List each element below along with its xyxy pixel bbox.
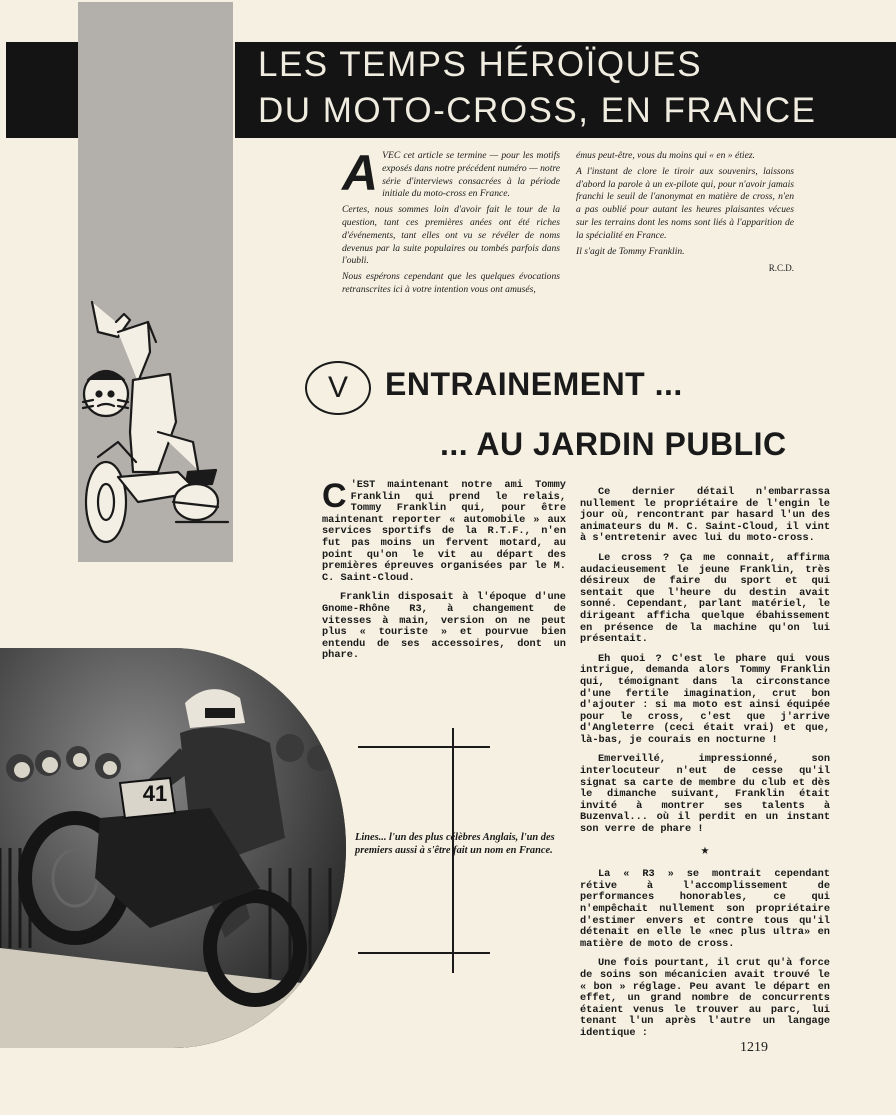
intro-column-left (342, 145, 560, 300)
intro-dropcap: A (342, 145, 379, 201)
article-paragraph (322, 477, 566, 584)
section-heading-line-2: ... AU JARDIN PUBLIC (440, 426, 787, 462)
article-column-left (322, 477, 566, 670)
intro-paragraph: émus peut-être, vous du moins qui « en » étiez. (576, 150, 755, 161)
page-number: 1219 (740, 1040, 768, 1055)
article-paragraph: Emerveillé, impressionné, son interlocuteur n'eut de cesse qu'il signat sa carte de membre du club et dès le dimanche suivant, Franklin était invité à montrer ses talents à Buzenval... où il perdit en un instant son verre de phare ! (580, 753, 830, 836)
section-numeral: V (305, 361, 371, 415)
caption-rule-top (358, 746, 490, 748)
intro-paragraph: Certes, nous sommes loin d'avoir fait le tour de la question, tant ces premières anées ont été riches d'événements, tant elles ont vu se révéler de noms devenus par la suite populaires ou tombés parfois dans l'oubli. (342, 204, 560, 267)
article-paragraph: Ce dernier détail n'embarrassa nullement le propriétaire de l'engin le jour où, rencontrant par hasard l'un des animateurs du M. C. Saint-Cloud, il vint à s'entretenir avec lui du moto-cross. (580, 486, 830, 545)
section-break-star: ★ (700, 842, 710, 859)
article-column-right (580, 487, 830, 1048)
intro-paragraph: VEC cet article se termine — pour les motifs exposés dans notre précédent numéro — notre série d'interviews consacrées à la période initiale du moto-cross en France. (382, 150, 560, 200)
intro-paragraph: Il s'agit de Tommy Franklin. (576, 245, 685, 257)
photo-caption: Lines... l'un des plus célèbres Anglais, l'un des premiers aussi à s'être fait un nom en France. (355, 832, 555, 856)
title-line-2: DU MOTO-CROSS, EN FRANCE (258, 91, 817, 130)
section-heading-line-1: ENTRAINEMENT ... (385, 366, 683, 402)
article-dropcap: C (322, 477, 347, 515)
header-bar-left (6, 42, 78, 138)
article-paragraph-text: 'EST maintenant notre ami Tommy Franklin qui prend le relais, Tommy Franklin qui, pour être maintenant reporter « automobile » aux services sportifs de la R.T.F., n'en fut pas moins un fervent motard, au point qu'on le vit au départ des premières épreuves organisées par le M. C. Saint-Cloud. (322, 479, 566, 584)
intro-column-right (576, 150, 794, 275)
cartoon-rider-illustration (78, 2, 233, 562)
article-paragraph: Une fois pourtant, il crut qu'à force de soins son mécanicien avait trouvé le « bon » réglage. Peu avant le départ en effet, un grand nombre de concurrents étaient venus le trouver au parc, lui tenant l'un après l'autre un langage identique : (580, 957, 830, 1039)
intro-paragraph: A l'instant de clore le tiroir aux souvenirs, laissons d'abord la parole à un ex-pilote qui, pour n'avoir jamais franchi le seuil de l'anonymat en matière de cross, n'en a pas oublié pour autant les heures plaisantes vécues sur les terrains dont les noms sont liés à l'apparition de la spécialité en France. (576, 165, 794, 241)
intro-signature: R.C.D. (768, 263, 794, 274)
title-line-1: LES TEMPS HÉROÏQUES (258, 45, 703, 84)
article-paragraph: Le cross ? Ça me connait, affirma audacieusement le jeune Franklin, très désireux de faire du sport et qui sentait que l'heure du destin avait sonné. Cependant, parlant matériel, le dirigeant afficha quelque ébahissement en présence de la machine qu'on lui présentait. (580, 551, 830, 646)
illustration-backdrop (78, 2, 233, 562)
article-paragraph: Eh quoi ? C'est le phare qui vous intrigue, demanda alors Tommy Franklin qui, témoignant dans la circonstance d'une fertile imagination, crut bon d'ajouter : si ma moto est ainsi équipée pour le cross, c'est que j'arrive d'Angleterre (ceci était vrai) et que, là-bas, je courais en nocturne ! (580, 652, 830, 746)
caption-rule-bottom (358, 952, 490, 954)
intro-paragraph: Nous espérons cependant que les quelques évocations retranscrites ici à votre intention vous ont amusés, (342, 271, 560, 295)
race-photo (0, 648, 346, 1048)
article-paragraph: La « R3 » se montrait cependant rétive à l'accomplissement de performances honorables, ce qui n'empêchait nullement son propriétaire d'estimer envers et contre tous qu'il détenait en elle le «nec plus ultra» en matière de moto de cross. (580, 868, 830, 950)
article-title (258, 42, 888, 134)
race-number-plate: 41 (142, 781, 168, 806)
article-paragraph: Franklin disposait à l'époque d'une Gnome-Rhône R3, à changement de vitesses à main, version on ne peut plus « touriste » et pourvue bien entendu de ses accessoires, dont un phare. (322, 591, 566, 662)
motocross-jump-photo (0, 648, 346, 1048)
